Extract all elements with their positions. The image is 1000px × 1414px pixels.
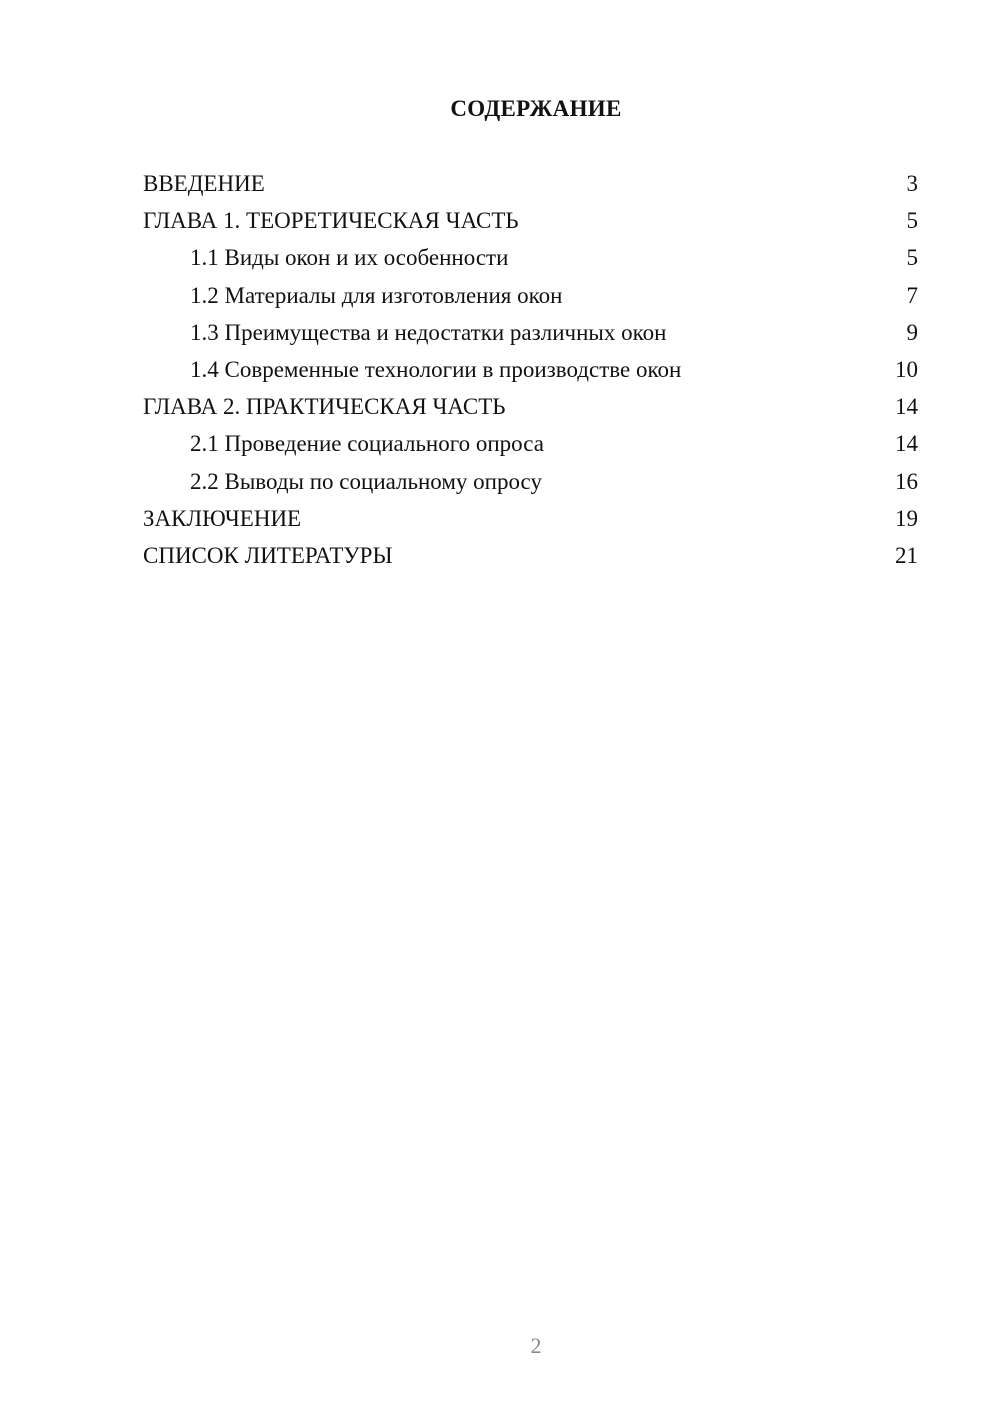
toc-entry	[143, 391, 918, 428]
toc-entry-page: 3	[906, 171, 918, 196]
toc-entry	[143, 540, 918, 577]
toc-entry-label: 1.3 Преимущества и недостатки различных окон	[190, 319, 667, 345]
toc-entry-label: 1.1 Виды окон и их особенности	[190, 245, 509, 271]
toc-entry	[143, 503, 918, 540]
page-number: 2	[530, 1333, 542, 1358]
toc-entry-page: 14	[895, 394, 918, 420]
page-title: СОДЕРЖАНИЕ	[450, 96, 622, 121]
toc-entry-page: 14	[895, 431, 918, 457]
toc-entry-page: 7	[906, 282, 918, 308]
toc-entry	[143, 205, 918, 242]
toc-entry-label: ГЛАВА 2. ПРАКТИЧЕСКАЯ ЧАСТЬ	[143, 394, 506, 420]
toc-entry	[143, 428, 918, 465]
toc-entry-page: 21	[895, 542, 918, 568]
toc-entry-label: ГЛАВА 1. ТЕОРЕТИЧЕСКАЯ ЧАСТЬ	[143, 208, 519, 234]
toc-entry	[143, 317, 918, 354]
toc-entry-label: 2.1 Проведение социального опроса	[190, 431, 544, 457]
toc-entry-label: ЗАКЛЮЧЕНИЕ	[143, 505, 302, 531]
toc-entry-page: 5	[906, 208, 918, 234]
toc-entry	[143, 242, 918, 279]
toc-entry-page: 9	[906, 319, 918, 345]
toc-entry-page: 19	[895, 505, 918, 531]
toc-entry-label: 1.4 Современные технологии в производстве окон	[190, 356, 682, 382]
toc-entry	[143, 280, 918, 317]
table-of-contents	[143, 168, 918, 577]
toc-entry-label: СПИСОК ЛИТЕРАТУРЫ	[143, 542, 393, 568]
toc-entry	[143, 466, 918, 503]
toc-entry-page: 16	[895, 468, 918, 494]
toc-entry	[143, 354, 918, 391]
toc-entry-label: 2.2 Выводы по социальному опросу	[190, 468, 542, 494]
toc-entry-page: 5	[906, 245, 918, 271]
toc-entry-page: 10	[895, 356, 918, 382]
toc-entry-label: 1.2 Материалы для изготовления окон	[190, 282, 563, 308]
toc-entry	[143, 168, 918, 205]
toc-entry-label: ВВЕДЕНИЕ	[143, 171, 265, 196]
